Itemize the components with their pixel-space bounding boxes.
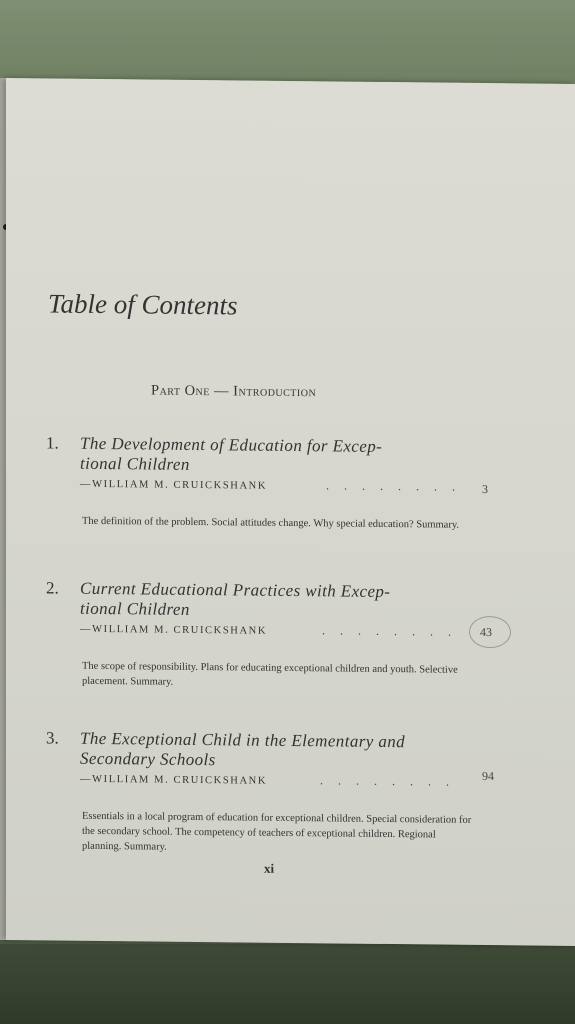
part-heading: Part One — Introduction [151, 382, 317, 401]
entry-page-number: 3 [482, 481, 488, 497]
entry-title [80, 579, 470, 623]
toc-entry-2 [46, 578, 492, 688]
entry-author: —WILLIAM M. CRUICKSHANK [80, 623, 268, 637]
leader-dots: . . . . . . . . [326, 478, 461, 494]
entry-title-line-2: tional Children [80, 598, 190, 619]
entry-description: The scope of responsibility. Plans for educating exceptional children and youth. Selective placement. Summary. [82, 660, 458, 688]
entry-title-line-2: Secondary Schools [80, 748, 216, 770]
entry-title [80, 434, 470, 478]
entry-title-line-1: The Development of Education for Excep- [80, 433, 383, 456]
entry-author: —WILLIAM M. CRUICKSHANK [80, 773, 268, 787]
entry-title-line-1: Current Educational Practices with Excep- [80, 578, 391, 602]
book-page [6, 78, 575, 946]
entry-description: Essentials in a local program of education for exceptional children. Special consideration for the secondary school. The competency of teachers of exceptional children. Regional planning. Summary. [82, 810, 472, 853]
entry-title [80, 729, 470, 773]
leader-dots: . . . . . . . . [322, 623, 457, 639]
entry-number: 1. [46, 433, 59, 453]
toc-entry-3 [46, 728, 494, 853]
entry-title-line-1: The Exceptional Child in the Elementary and [80, 728, 406, 752]
entry-author: —WILLIAM M. CRUICKSHANK [80, 478, 268, 492]
entry-page-number: 94 [482, 768, 494, 784]
entry-description: The definition of the problem. Social attitudes change. Why special education? Summary. [82, 515, 460, 531]
entry-page-number: 43 [480, 624, 492, 640]
toc-entry-1 [46, 433, 488, 531]
entry-title-line-2: tional Children [80, 453, 190, 474]
page-title: Table of Contents [48, 288, 238, 321]
entry-number: 3. [46, 728, 59, 748]
page-folio: xi [264, 860, 275, 876]
entry-number: 2. [46, 578, 59, 598]
background-top [0, 0, 575, 90]
leader-dots: . . . . . . . . [320, 773, 455, 789]
background-bottom [0, 944, 575, 1024]
